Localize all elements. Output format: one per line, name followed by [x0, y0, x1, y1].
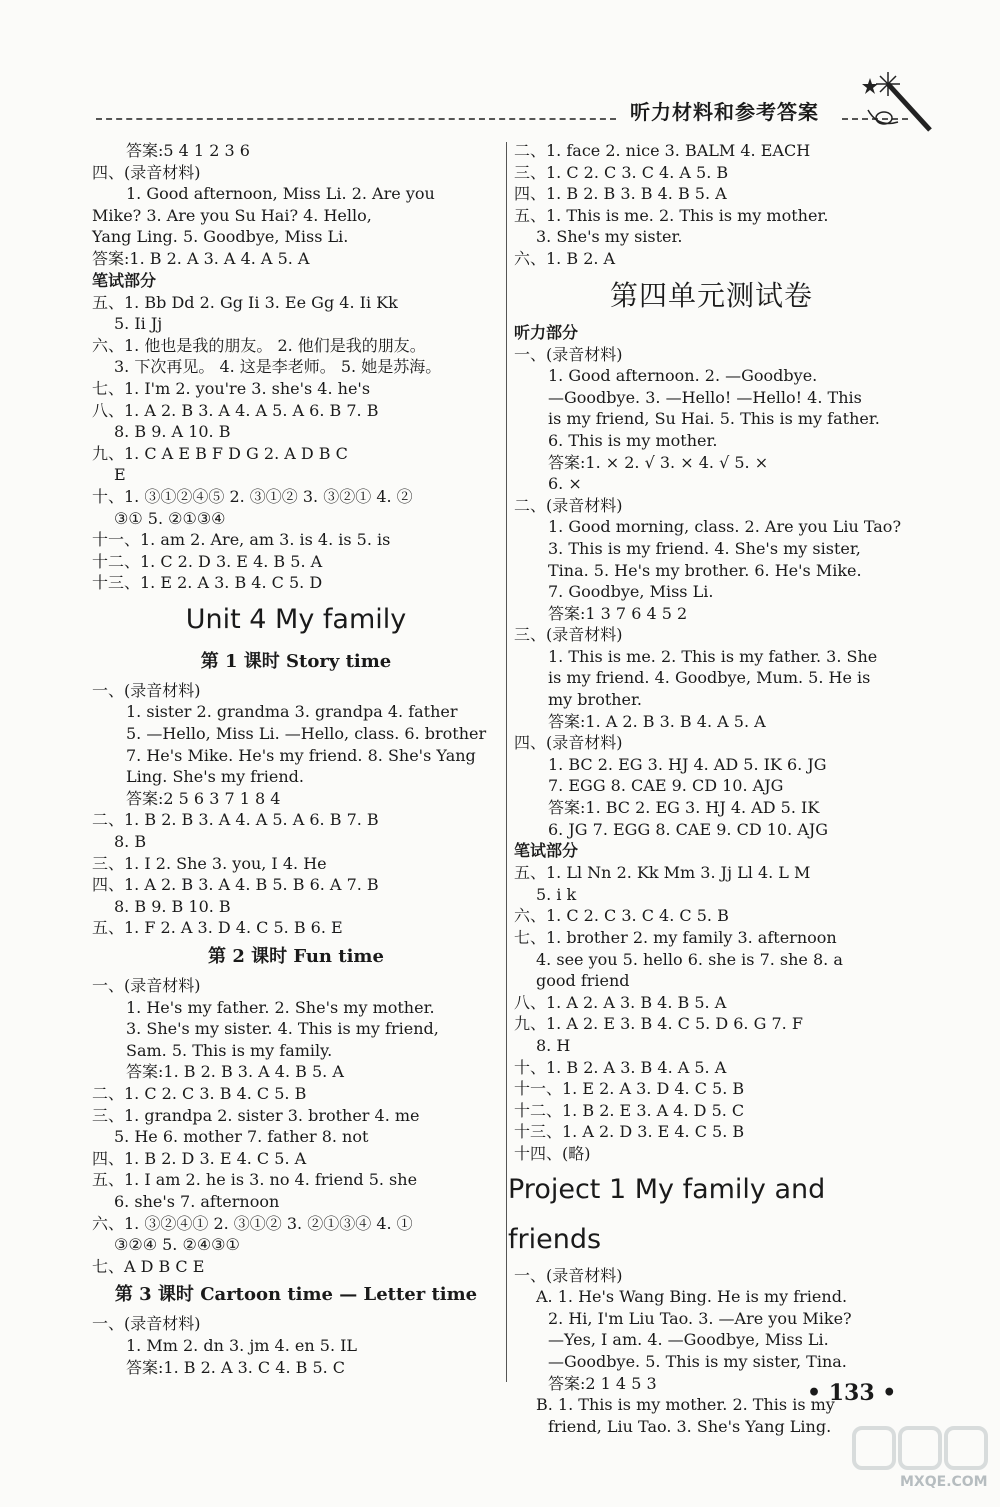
- left-answer-line: 九、1. C A E B F D G 2. A D B C: [92, 443, 348, 463]
- left-answer-line: 五、1. Bb Dd 2. Gg Ii 3. Ee Gg 4. Ii Kk: [92, 292, 398, 312]
- left-answer-line: 十三、1. E 2. A 3. B 4. C 5. D: [92, 573, 323, 593]
- right-answer-line: 4. see you 5. hello 6. she is 7. she 8. a: [536, 949, 843, 969]
- right-answer-line: 八、1. A 2. A 3. B 4. B 5. A: [514, 992, 727, 1012]
- left-answer-line: 十、1. ③①②④⑤ 2. ③①② 3. ③②① 4. ②: [92, 486, 413, 506]
- left-answer-line: 八、1. A 2. B 3. A 4. A 5. A 6. B 7. B: [92, 400, 379, 420]
- left-answer-line: 四、1. A 2. B 3. A 4. B 5. B 6. A 7. B: [92, 875, 379, 895]
- left-answer-line: 一、(录音材料): [92, 976, 201, 995]
- column-divider: [506, 142, 507, 1382]
- left-answer-line: 六、1. 他也是我的朋友。 2. 他们是我的朋友。: [92, 335, 426, 355]
- right-answer-line: 8. H: [536, 1035, 571, 1055]
- right-answer-line: —Goodbye. 5. This is my sister, Tina.: [548, 1351, 847, 1371]
- left-answer-line: E: [114, 465, 126, 485]
- right-answer-line: 十三、1. A 2. D 3. E 4. C 5. B: [514, 1122, 745, 1142]
- right-answer-line: 1. BC 2. EG 3. HJ 4. AD 5. IK 6. JG: [548, 754, 827, 774]
- left-answer-line: 3. She's my sister. 4. This is my friend,: [126, 1019, 439, 1039]
- right-answer-line: 十二、1. B 2. E 3. A 4. D 5. C: [514, 1100, 745, 1120]
- right-answer-line: good friend: [536, 971, 630, 991]
- left-answer-line: 一、(录音材料): [92, 680, 201, 700]
- right-answer-line: 三、(录音材料): [514, 625, 623, 645]
- left-column: [92, 140, 500, 1378]
- left-answer-line: 8. B: [114, 832, 147, 852]
- watermark-url: MXQE.COM: [900, 1474, 988, 1490]
- right-answer-line: B. 1. This is my mother. 2. This is my: [536, 1395, 835, 1415]
- left-answer-line: 8. B 9. A 10. B: [114, 422, 231, 442]
- left-answer-line: 1. He's my father. 2. She's my mother.: [126, 997, 435, 1017]
- page-number: • 133 •: [807, 1380, 897, 1406]
- right-column: [508, 140, 909, 1437]
- header-dashed-rule: [96, 118, 616, 120]
- right-answer-line: 二、(录音材料): [514, 495, 623, 515]
- magic-wand-icon: [858, 70, 938, 140]
- left-answer-line: 答案:1. B 2. A 3. A 4. A 5. A: [92, 248, 310, 268]
- left-answer-line: 1. Mm 2. dn 3. jm 4. en 5. IL: [126, 1335, 358, 1355]
- right-answer-line: 四、1. B 2. B 3. B 4. B 5. A: [514, 184, 727, 204]
- left-answer-line: 答案:2 5 6 3 7 1 8 4: [126, 788, 281, 808]
- left-answer-line: 3. 下次再见。 4. 这是李老师。 5. 她是苏海。: [114, 357, 442, 377]
- right-answer-line: 1. Good morning, class. 2. Are you Liu Tao?: [548, 517, 902, 537]
- left-answer-line: 十二、1. C 2. D 3. E 4. B 5. A: [92, 551, 323, 571]
- left-answer-line: 十一、1. am 2. Are, am 3. is 4. is 5. is: [92, 530, 391, 550]
- left-answer-line: Sam. 5. This is my family.: [126, 1040, 333, 1060]
- left-answer-line: Ling. She's my friend.: [126, 767, 304, 787]
- right-answer-line: 7. EGG 8. CAE 9. CD 10. AJG: [548, 776, 784, 796]
- right-answer-line: 九、1. A 2. E 3. B 4. C 5. D 6. G 7. F: [514, 1014, 803, 1034]
- right-answer-line: 一、(录音材料): [514, 344, 623, 364]
- left-answer-line: 五、1. I am 2. he is 3. no 4. friend 5. she: [92, 1170, 418, 1190]
- left-answer-line: 5. —Hello, Miss Li. —Hello, class. 6. brother: [126, 724, 487, 744]
- left-answer-line: 三、1. I 2. She 3. you, I 4. He: [92, 853, 327, 873]
- right-answer-line: 5. i k: [536, 884, 577, 904]
- right-answer-line: 6. JG 7. EGG 8. CAE 9. CD 10. AJG: [548, 819, 829, 839]
- right-answer-line: 6. ×: [548, 474, 582, 494]
- right-answer-line: 六、1. B 2. A: [514, 248, 616, 268]
- right-answer-line: 3. She's my sister.: [536, 227, 683, 247]
- right-answer-line: 答案:1. A 2. B 3. B 4. A 5. A: [548, 711, 766, 731]
- right-answer-line: 1. Good afternoon. 2. —Goodbye.: [548, 366, 818, 386]
- right-answer-line: 二、1. face 2. nice 3. BALM 4. EACH: [514, 141, 811, 160]
- right-answer-line: 五、1. Ll Nn 2. Kk Mm 3. Jj Ll 4. L M: [514, 863, 811, 883]
- left-answer-line: 一、(录音材料): [92, 1314, 201, 1334]
- right-answer-line: my brother.: [548, 690, 642, 710]
- left-lesson-heading: 第 2 课时 Fun time: [208, 946, 384, 967]
- right-answer-line: 七、1. brother 2. my family 3. afternoon: [514, 928, 837, 947]
- left-answer-line: 7. He's Mike. He's my friend. 8. She's Yang: [126, 745, 476, 765]
- right-answer-line: —Yes, I am. 4. —Goodbye, Miss Li.: [548, 1330, 829, 1350]
- header-title: 听力材料和参考答案: [630, 100, 819, 124]
- right-answer-line: 四、(录音材料): [514, 733, 623, 753]
- right-answer-line: 十、1. B 2. A 3. B 4. A 5. A: [514, 1057, 727, 1077]
- left-answer-line: 8. B 9. B 10. B: [114, 896, 231, 916]
- right-answer-line: 十一、1. E 2. A 3. D 4. C 5. B: [514, 1079, 745, 1099]
- right-section-heading: 听力部分: [514, 322, 579, 342]
- left-answer-line: 五、1. F 2. A 3. D 4. C 5. B 6. E: [92, 918, 343, 938]
- left-answer-line: ③②④ 5. ②④③①: [114, 1235, 240, 1255]
- right-answer-line: 2. Hi, I'm Liu Tao. 3. —Are you Mike?: [548, 1308, 852, 1328]
- left-answer-line: Mike? 3. Are you Su Hai? 4. Hello,: [92, 205, 372, 225]
- left-answer-line: 1. Good afternoon, Miss Li. 2. Are you: [126, 184, 435, 204]
- left-lesson-heading: 第 1 课时 Story time: [200, 650, 392, 672]
- left-answer-line: 七、A D B C E: [92, 1256, 205, 1276]
- left-answer-line: 七、1. I'm 2. you're 3. she's 4. he's: [92, 378, 371, 398]
- right-answer-line: 答案:1 3 7 6 4 5 2: [548, 603, 688, 623]
- right-answer-line: is my friend, Su Hai. 5. This is my father.: [548, 409, 880, 429]
- left-answer-line: 四、(录音材料): [92, 162, 201, 182]
- left-answer-line: ③① 5. ②①③④: [114, 508, 226, 528]
- left-answer-line: 三、1. grandpa 2. sister 3. brother 4. me: [92, 1105, 420, 1125]
- right-answer-line: 六、1. C 2. C 3. C 4. C 5. B: [514, 906, 729, 926]
- right-section-heading: 笔试部分: [514, 841, 579, 861]
- right-answer-line: Tina. 5. He's my brother. 6. He's Mike.: [548, 560, 862, 580]
- left-answer-line: 答案:1. B 2. A 3. C 4. B 5. C: [126, 1357, 346, 1377]
- right-answer-line: 答案:1. × 2. √ 3. × 4. √ 5. ×: [548, 452, 769, 472]
- right-project-title: Project 1 My family and friends: [508, 1173, 826, 1255]
- right-answer-line: —Goodbye. 3. —Hello! —Hello! 4. This: [548, 387, 862, 407]
- right-answer-line: 十四、(略): [514, 1143, 591, 1163]
- right-answer-line: A. 1. He's Wang Bing. He is my friend.: [536, 1287, 848, 1307]
- left-answer-line: 四、1. B 2. D 3. E 4. C 5. A: [92, 1148, 307, 1168]
- right-answer-line: 五、1. This is me. 2. This is my mother.: [514, 205, 829, 225]
- left-answer-line: 二、1. C 2. C 3. B 4. C 5. B: [92, 1083, 307, 1103]
- left-lesson-heading: 第 3 课时 Cartoon time — Letter time: [114, 1284, 478, 1306]
- left-unit-title: Unit 4 My family: [185, 603, 407, 635]
- right-answer-line: 3. This is my friend. 4. She's my sister,: [548, 538, 861, 558]
- left-answer-line: 5. He 6. mother 7. father 8. not: [114, 1127, 369, 1147]
- left-section-heading: 笔试部分: [92, 270, 157, 290]
- right-answer-line: 6. This is my mother.: [548, 430, 718, 450]
- right-test-title: 第四单元测试卷: [609, 278, 813, 312]
- left-answer-line: 5. Ii Jj: [114, 314, 163, 334]
- left-answer-line: 1. sister 2. grandma 3. grandpa 4. father: [126, 702, 458, 722]
- right-answer-line: 一、(录音材料): [514, 1265, 623, 1285]
- right-answer-line: 三、1. C 2. C 3. C 4. A 5. B: [514, 162, 729, 182]
- left-answer-line: 答案:1. B 2. B 3. A 4. B 5. A: [126, 1062, 344, 1082]
- left-answer-line: 6. she's 7. afternoon: [114, 1191, 280, 1211]
- right-answer-line: 7. Goodbye, Miss Li.: [548, 582, 714, 602]
- right-answer-line: 答案:1. BC 2. EG 3. HJ 4. AD 5. IK: [548, 798, 820, 818]
- right-answer-line: 答案:2 1 4 5 3: [548, 1373, 657, 1393]
- right-answer-line: friend, Liu Tao. 3. She's Yang Ling.: [548, 1416, 832, 1436]
- left-answer-line: 二、1. B 2. B 3. A 4. A 5. A 6. B 7. B: [92, 810, 379, 830]
- left-answer-line: 六、1. ③②④① 2. ③①② 3. ②①③④ 4. ①: [92, 1213, 413, 1233]
- left-answer-line: Yang Ling. 5. Goodbye, Miss Li.: [92, 227, 349, 247]
- right-answer-line: 1. This is me. 2. This is my father. 3. She: [548, 646, 878, 666]
- left-answer-line: 答案:5 4 1 2 3 6: [126, 141, 250, 160]
- right-answer-line: is my friend. 4. Goodbye, Mum. 5. He is: [548, 668, 871, 688]
